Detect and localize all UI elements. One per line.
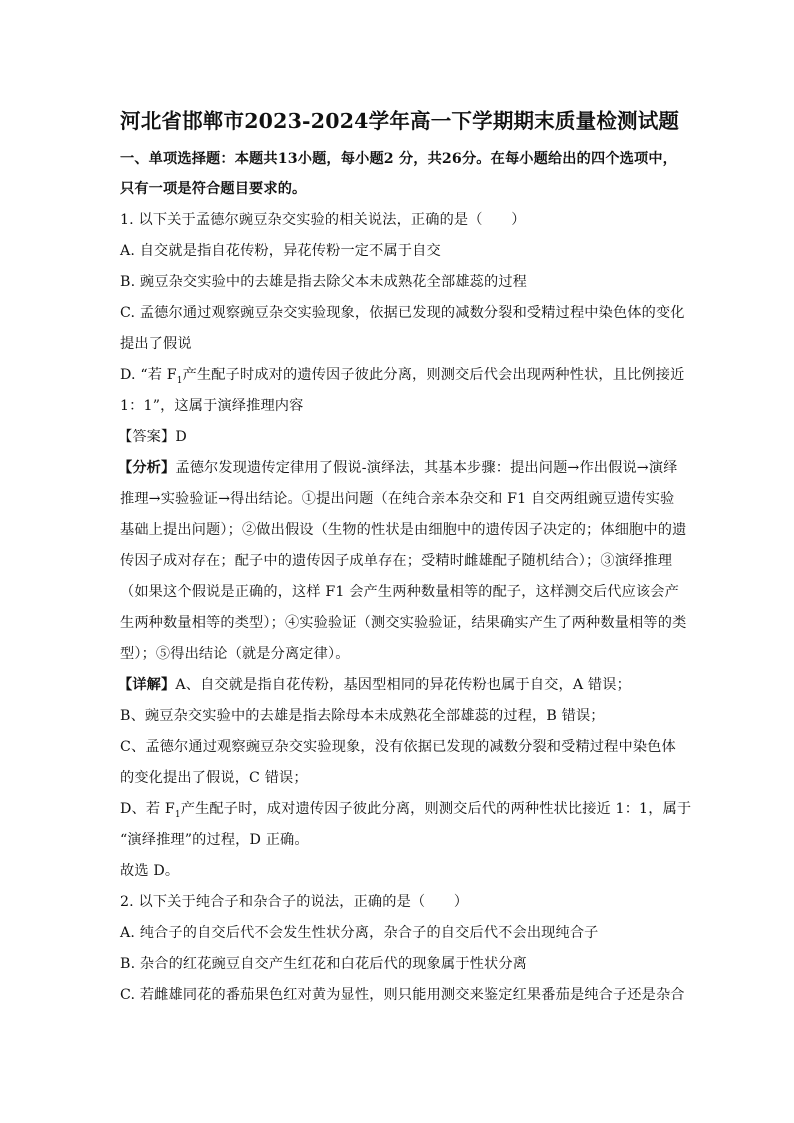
analysis-tag: 【分析】	[118, 460, 176, 476]
option-d-text: 产生配子时成对的遗传因子彼此分离，则测交后代会出现两种性状，且比例接近	[182, 367, 685, 383]
question-1-analysis-line-4: 传因子成对存在；配子中的遗传因子成单存在；受精时雌雄配子随机结合）；③演绎推理	[120, 553, 673, 569]
option-d-prefix: D. “若 F	[120, 367, 177, 383]
question-1-stem: 1. 以下关于孟德尔豌豆杂交实验的相关说法，正确的是（ ）	[120, 212, 526, 228]
question-2-stem: 2. 以下关于纯合子和杂合子的说法，正确的是（ ）	[120, 894, 469, 910]
detail-d-text: 产生配子时，成对遗传因子彼此分离，则测交后代的两种性状比接近 1：1，属于	[180, 801, 692, 817]
question-1-analysis-line-1	[118, 457, 678, 477]
document-title: 河北省邯郸市2023-2024学年高一下学期期末质量检测试题	[120, 109, 680, 133]
question-1-conclusion: 故选 D。	[120, 863, 180, 879]
question-1-detail-line-6: “演绎推理”的过程，D 正确。	[120, 832, 309, 848]
f1-subscript: 1	[174, 809, 181, 820]
section-heading-line-2: 只有一项是符合题目要求的。	[120, 181, 307, 197]
question-1-option-a: A. 自交就是指自花传粉，异花传粉一定不属于自交	[120, 243, 441, 259]
question-1-option-c-line-2: 提出了假说	[120, 336, 192, 352]
question-1-detail-line-4: 的变化提出了假说，C 错误；	[120, 770, 308, 786]
detail-text: A、自交就是指自花传粉，基因型相同的异花传粉也属于自交，A 错误；	[175, 677, 631, 693]
detail-d-prefix: D、若 F	[120, 801, 175, 817]
question-1-option-d-line-2: 1：1”，这属于演绎推理内容	[120, 398, 304, 414]
question-2-option-c: C. 若雌雄同花的番茄果色红对黄为显性，则只能用测交来鉴定红果番茄是纯合子还是杂合	[120, 987, 685, 1003]
question-1-option-c-line-1: C. 孟德尔通过观察豌豆杂交实验现象，依据已发现的减数分裂和受精过程中染色体的变化	[120, 305, 685, 321]
section-heading-line-1: 一、单项选择题：本题共13小题，每小题2 分，共26分。在每小题给出的四个选项中，	[120, 151, 678, 167]
question-2-option-b: B. 杂合的红花豌豆自交产生红花和白花后代的现象属于性状分离	[120, 956, 528, 972]
f1-subscript: 1	[176, 375, 183, 386]
question-1-analysis-line-6: 生两种数量相等的类型）；④实验验证（测交实验验证，结果确实产生了两种数量相等的类	[120, 615, 687, 631]
question-1-analysis-line-5: （如果这个假说是正确的，这样 F1 会产生两种数量相等的配子，这样测交后代应该会产	[120, 584, 679, 600]
question-1-detail-line-1	[118, 674, 631, 694]
question-1-analysis-line-7: 型）；⑤得出结论（就是分离定律）。	[120, 646, 350, 662]
question-1-answer: 【答案】D	[118, 429, 187, 445]
detail-tag: 【详解】	[118, 677, 176, 693]
question-1-option-d-line-1	[120, 364, 684, 386]
question-1-detail-line-2: B、豌豆杂交实验中的去雄是指去除母本未成熟花全部雄蕊的过程，B 错误；	[120, 708, 605, 724]
question-2-option-a: A. 纯合子的自交后代不会发生性状分离，杂合子的自交后代不会出现纯合子	[120, 925, 599, 941]
question-1-detail-line-3: C、孟德尔通过观察豌豆杂交实验现象，没有依据已发现的减数分裂和受精过程中染色体	[120, 739, 676, 755]
question-1-analysis-line-3: 基础上提出问题）；②做出假设（生物的性状是由细胞中的遗传因子决定的；体细胞中的遗	[120, 522, 687, 538]
question-1-detail-line-5	[120, 798, 691, 820]
question-1-option-b: B. 豌豆杂交实验中的去雄是指去除父本未成熟花全部雄蕊的过程	[120, 274, 528, 290]
question-1-analysis-line-2: 推理→实验验证→得出结论。①提出问题（在纯合亲本杂交和 F1 自交两组豌豆遗传实验	[120, 491, 675, 507]
analysis-text: 孟德尔发现遗传定律用了假说-演绎法，其基本步骤：提出问题→作出假说→演绎	[175, 460, 678, 476]
